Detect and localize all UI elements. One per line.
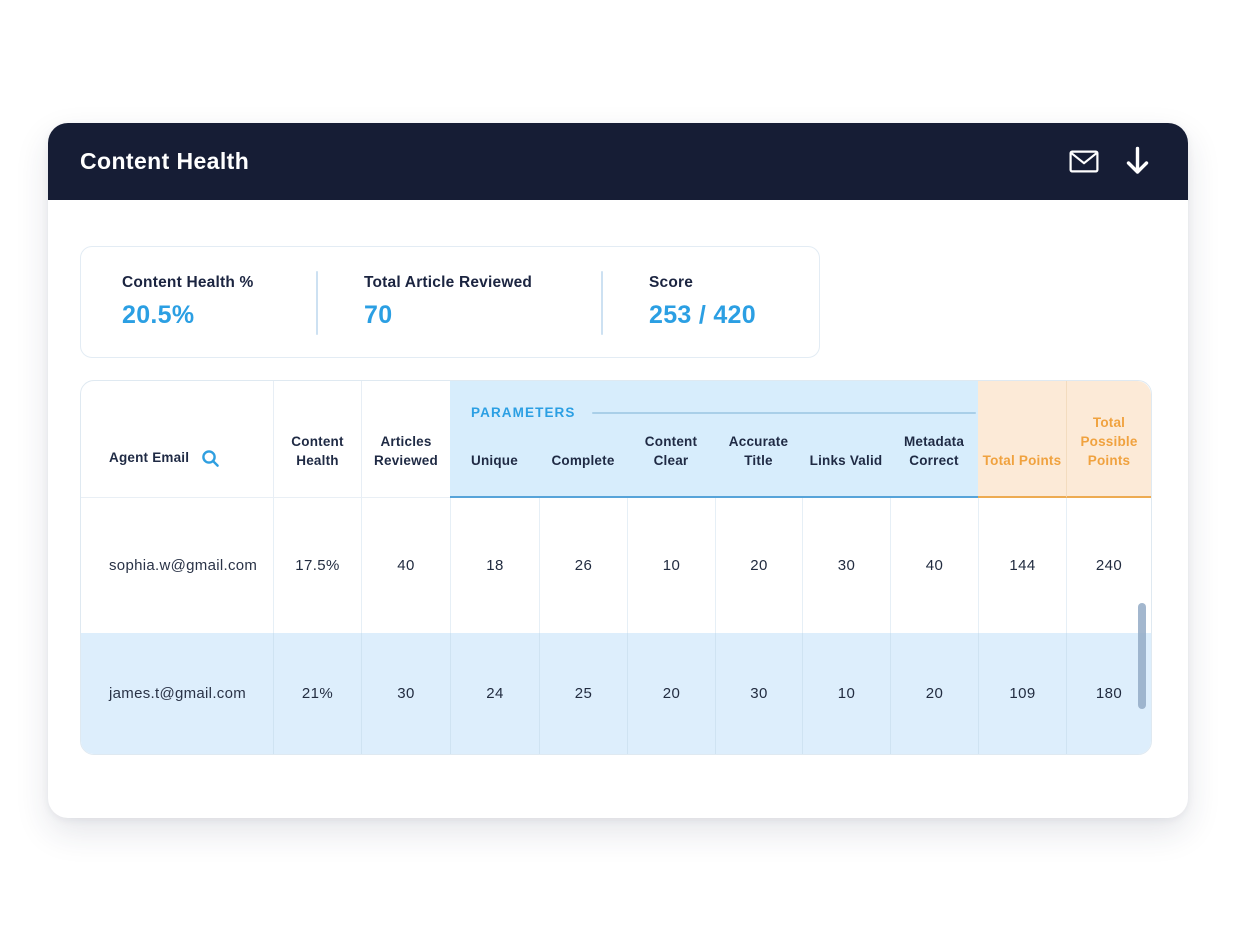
- column-header-links-valid: Links Valid: [802, 381, 890, 498]
- parameters-group-label: PARAMETERS: [471, 405, 576, 420]
- stat-score: [603, 247, 778, 357]
- stat-articles-reviewed: [318, 247, 601, 357]
- table-cell: 109: [978, 633, 1066, 754]
- stat-content-health: [81, 247, 316, 357]
- column-header-unique: Unique: [450, 381, 539, 498]
- titlebar-actions: [1069, 146, 1188, 177]
- stat-label: Content Health %: [122, 274, 254, 291]
- column-header-content-health: Content Health: [273, 381, 361, 498]
- table-cell: 21%: [273, 633, 361, 754]
- content-health-table: [80, 380, 1152, 755]
- table-cell: 144: [978, 498, 1066, 633]
- table-cell: 26: [539, 498, 627, 633]
- table-cell: 17.5%: [273, 498, 361, 633]
- table-cell-email: james.t@gmail.com: [81, 633, 273, 754]
- table-cell: 20: [715, 498, 802, 633]
- stat-label: Total Article Reviewed: [364, 274, 533, 291]
- table-cell: 180: [1066, 633, 1151, 754]
- table-cell: 240: [1066, 498, 1151, 633]
- table-cell: 40: [361, 498, 450, 633]
- column-header-accurate-title: Accurate Title: [715, 381, 802, 498]
- table-cell: 18: [450, 498, 539, 633]
- parameters-group-rule: [592, 412, 976, 414]
- table-cell: 24: [450, 633, 539, 754]
- column-header-label: Agent Email: [109, 450, 190, 466]
- search-icon[interactable]: [201, 449, 220, 468]
- vertical-scrollbar-thumb[interactable]: [1138, 603, 1146, 709]
- column-header-content-clear: Content Clear: [627, 381, 715, 498]
- column-header-agent-email: [81, 381, 273, 498]
- column-header-articles-reviewed: Articles Reviewed: [361, 381, 450, 498]
- stat-value: 20.5%: [122, 301, 195, 329]
- parameters-group-header: [471, 405, 976, 420]
- mail-icon[interactable]: [1069, 150, 1099, 173]
- table-cell-email: sophia.w@gmail.com: [81, 498, 273, 633]
- table-cell: 10: [802, 633, 890, 754]
- table-cell: 30: [715, 633, 802, 754]
- table-cell: 30: [802, 498, 890, 633]
- download-icon[interactable]: [1125, 146, 1150, 177]
- column-header-complete: Complete: [539, 381, 627, 498]
- column-header-metadata-correct: Metadata Correct: [890, 381, 978, 498]
- table-cell: 30: [361, 633, 450, 754]
- table-cell: 25: [539, 633, 627, 754]
- table-cell: 10: [627, 498, 715, 633]
- content-health-panel: [48, 123, 1188, 818]
- page-title: Content Health: [80, 148, 250, 174]
- stat-value: 253 / 420: [649, 301, 756, 329]
- table-cell: 20: [890, 633, 978, 754]
- stat-value: 70: [364, 301, 393, 329]
- column-header-total-points: Total Points: [978, 381, 1066, 498]
- column-header-total-possible-points: Total Possible Points: [1066, 381, 1151, 498]
- stat-label: Score: [649, 274, 694, 291]
- titlebar: [48, 123, 1188, 200]
- table-cell: 20: [627, 633, 715, 754]
- table-cell: 40: [890, 498, 978, 633]
- stats-summary-card: [80, 246, 820, 358]
